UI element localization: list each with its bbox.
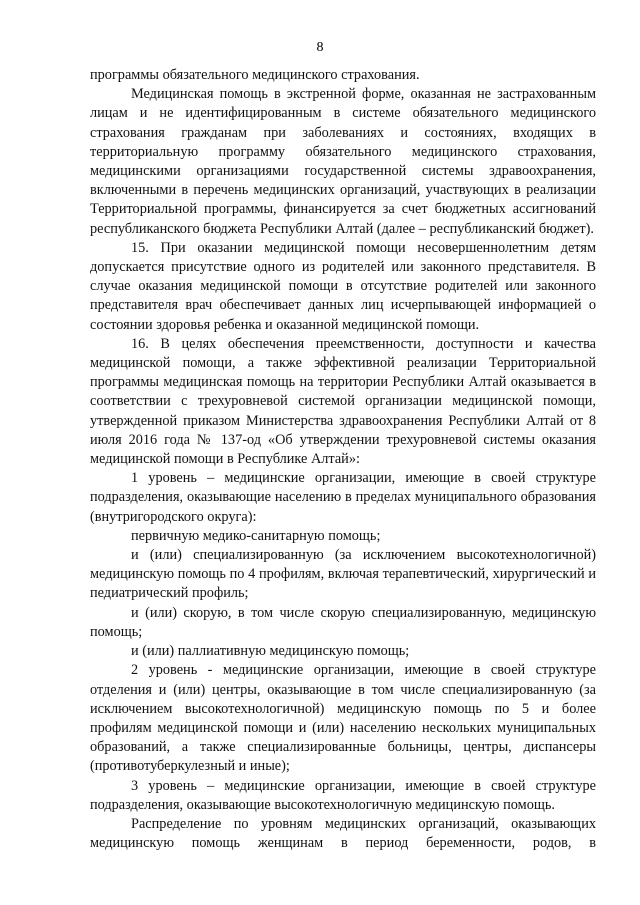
- paragraph-level-3: 3 уровень – медицинские организации, имеющие в своей структуре подразделения, оказывающие высокотехнологичную медицинскую помощь.: [90, 777, 596, 813]
- paragraph-emergency-ambulance: и (или) скорую, в том числе скорую специализированную, медицинскую помощь;: [90, 604, 596, 640]
- paragraph-distribution: Распределение по уровням медицинских организаций, оказывающих медицинскую помощь женщинам в период беременности, родов, в: [90, 815, 596, 852]
- paragraph-specialized-care: и (или) специализированную (за исключением высокотехнологичной) медицинскую помощь по 4 профилям, включая терапевтический, хирургический и педиатрический профиль;: [90, 547, 596, 602]
- paragraph-primary-care: первичную медико-санитарную помощь;: [131, 527, 381, 544]
- paragraph-palliative-care: и (или) паллиативную медицинскую помощь;: [131, 643, 410, 660]
- document-body: [90, 66, 596, 853]
- paragraph-level-1: 1 уровень – медицинские организации, имеющие в своей структуре подразделения, оказывающие населению в пределах муниципального образования (внутригородского округа):: [90, 470, 596, 525]
- paragraph-emergency-care: Медицинская помощь в экстренной форме, оказанная не застрахованным лицам и не идентифицированным в системе обязательного медицинского страхования гражданам при заболеваниях и состояниях, входящих в территориальную программу обязательного медицинского страхования, медицинскими организациями государственной системы здравоохранения, включенными в перечень медицинских организаций, участвующих в реализации Территориальной программы, финансируется за счет бюджетных ассигнований республиканского бюджета Республики Алтай (далее – республиканский бюджет).: [90, 86, 596, 237]
- paragraph-continuation: программы обязательного медицинского страхования.: [90, 67, 420, 83]
- paragraph-item-16: 16. В целях обеспечения преемственности, доступности и качества медицинской помощи, а также эффективной реализации Территориальной программы медицинская помощь на территории Республики Алтай оказывается в соответствии с трехуровневой системой организации медицинской помощи, утвержденной приказом Министерства здравоохранения Республики Алтай от 8 июля 2016 года № 137-од «Об утверждении трехуровневой системы оказания медицинской помощи в Республике Алтай»:: [90, 335, 596, 468]
- page-number: 8: [316, 40, 324, 55]
- paragraph-level-2: 2 уровень - медицинские организации, имеющие в своей структуре отделения и (или) центры, оказывающие в том числе специализированную (за исключением высокотехнологичной) медицинскую помощь по 5 и более профилям медицинской помощи и (или) населению нескольких муниципальных образований, а также специализированные больницы, центры, диспансеры (противотуберкулезный и иные);: [90, 662, 596, 775]
- paragraph-item-15: 15. При оказании медицинской помощи несовершеннолетним детям допускается присутствие одного из родителей или законного представителя. В случае оказания медицинской помощи в отсутствие родителей или законного представителя врач обеспечивает данных лиц исчерпывающей информацией о состоянии здоровья ребенка и оказанной медицинской помощи.: [90, 239, 596, 333]
